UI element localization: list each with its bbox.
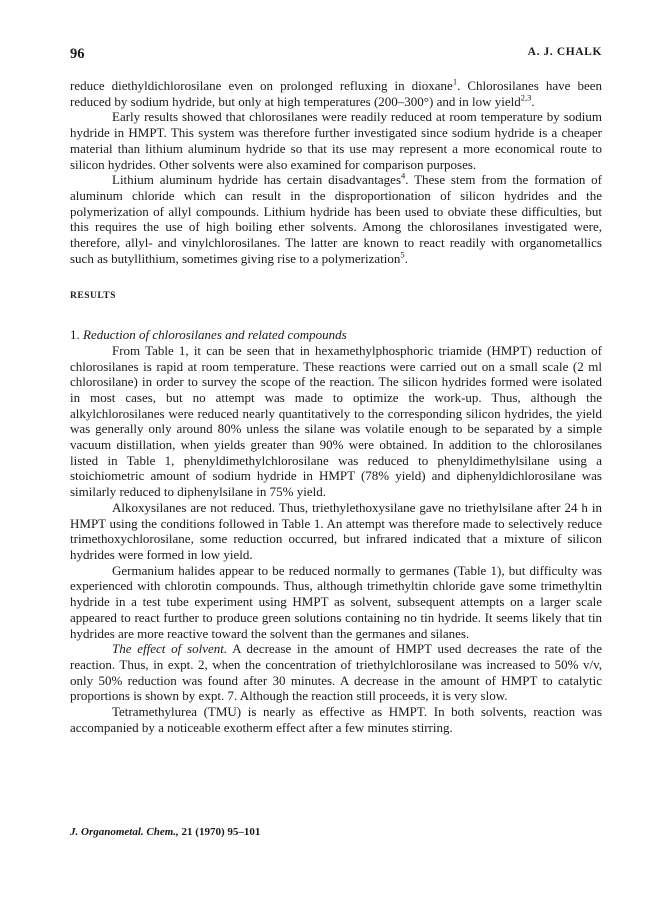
paragraph-early-results: Early results showed that chlorosilanes were readily reduced at room temperature by sodium hydride in HMPT. This system was therefore further investigated since sodium hydride is a cheaper material than lithium aluminum hydride so that its use may represent a more economical route to silicon hydrides. Other solvents were also examined for comparison purposes.	[70, 109, 602, 172]
paragraph-effect-of-solvent	[70, 641, 602, 704]
paragraph-text: . Chlorosilanes have been reduced by sodium hydride, but only at high temperatures (200–300°) and in low yield	[70, 78, 602, 109]
paragraph-text: .	[531, 93, 535, 109]
subsection-number: 1.	[70, 327, 80, 343]
running-head-author: A. J. CHALK	[527, 46, 602, 58]
paragraph-alkoxysilanes: Alkoxysilanes are not reduced. Thus, triethylethoxysilane gave no triethylsilane after 24 h in HMPT using the conditions followed in Table 1. An attempt was therefore made to selectively reduce trimethoxychlorosilane, some reduction occurred, but infrared indicated that a mixture of silicon hydrides were formed in low yield.	[70, 499, 602, 562]
paragraph-lithium-aluminum-hydride	[70, 172, 602, 266]
run-in-heading: The effect of solvent.	[112, 641, 228, 657]
paragraph-continuation	[70, 78, 602, 109]
paragraph-germanium-halides: Germanium halides appear to be reduced normally to germanes (Table 1), but difficulty was experienced with chlorotin compounds. Thus, although trimethyltin chloride gave some trimethyltin hydride in a test tube experiment using HMPT as solvent, subsequent attempts on a larger scale appeared to react further to produce green solutions containing no tin hydride. It seems likely that tin hydrides are more reactive toward the solvent than the germanes and silanes.	[70, 562, 602, 641]
reference-marker: 5	[400, 249, 405, 260]
reference-marker: 4	[401, 170, 406, 181]
paragraph-text: .	[404, 250, 408, 266]
article-body	[70, 78, 602, 735]
paragraph-text: Lithium aluminum hydride has certain disadvantages	[112, 172, 401, 188]
paragraph-table-1-results: From Table 1, it can be seen that in hexamethylphosphoric triamide (HMPT) reduction of chlorosilanes is rapid at room temperature. These reactions were carried out on a small scale (2 ml chlorosilane) in order to survey the scope of the reaction. The silicon hydrides formed were isolated in most cases, but no attempt was made to optimize the work-up. Thus, although the alkylchlorosilanes were reduced nearly quantitatively to the corresponding silicon hydrides, the yield was generally only around 80% unless the silane was volatile enough to be separated by a simple vacuum distillation, when yields greater than 90% were obtained. In addition to the chlorosilanes listed in Table 1, phenyldimethylchlorosilane was reduced to phenyldimethylsilane using a stoichiometric amount of sodium hydride in HMPT (78% yield) and diphenyldichlorosilane was similarly reduced to diphenylsilane in 75% yield.	[70, 342, 602, 500]
paragraph-text: . These stem from the formation of aluminum chloride which can result in the disproportionation of silicon hydrides and the polymerization of allyl compounds. Lithium hydride has been used to obviate these difficulties, but this requires the use of high boiling ether solvents. Among the chlorosilanes investigated were, therefore, allyl- and vinylchlorosilanes. The latter are known to react readily with organometallics such as butyllithium, sometimes giving rise to a polymerization	[70, 172, 602, 266]
page-header	[70, 46, 602, 66]
journal-name: J. Organometal. Chem.,	[70, 826, 179, 838]
subsection-heading	[70, 327, 602, 343]
reference-marker: 2,3	[520, 92, 532, 103]
section-heading-results: RESULTS	[70, 291, 116, 302]
journal-citation-footer	[70, 826, 260, 838]
journal-volume-pages: 21 (1970) 95–101	[178, 826, 261, 838]
paragraph-tetramethylurea: Tetramethylurea (TMU) is nearly as effective as HMPT. In both solvents, reaction was accompanied by a noticeable exotherm effect after a few minutes stirring.	[70, 704, 602, 735]
subsection-title: Reduction of chlorosilanes and related compounds	[83, 327, 347, 343]
reference-marker: 1	[452, 76, 458, 87]
paragraph-text: reduce diethyldichlorosilane even on prolonged refluxing in dioxane	[70, 78, 453, 93]
paragraph-text: A decrease in the amount of HMPT used decreases the rate of the reaction. Thus, in expt. 2, when the concentration of triethylchlorosilane was increased to 50% v/v, only 50% reduction was found after 30 minutes. A decrease in the amount of HMPT to catalytic proportions is shown by expt. 7. Although the reaction still proceeds, it is very slow.	[70, 641, 602, 704]
page-number: 96	[70, 46, 85, 62]
